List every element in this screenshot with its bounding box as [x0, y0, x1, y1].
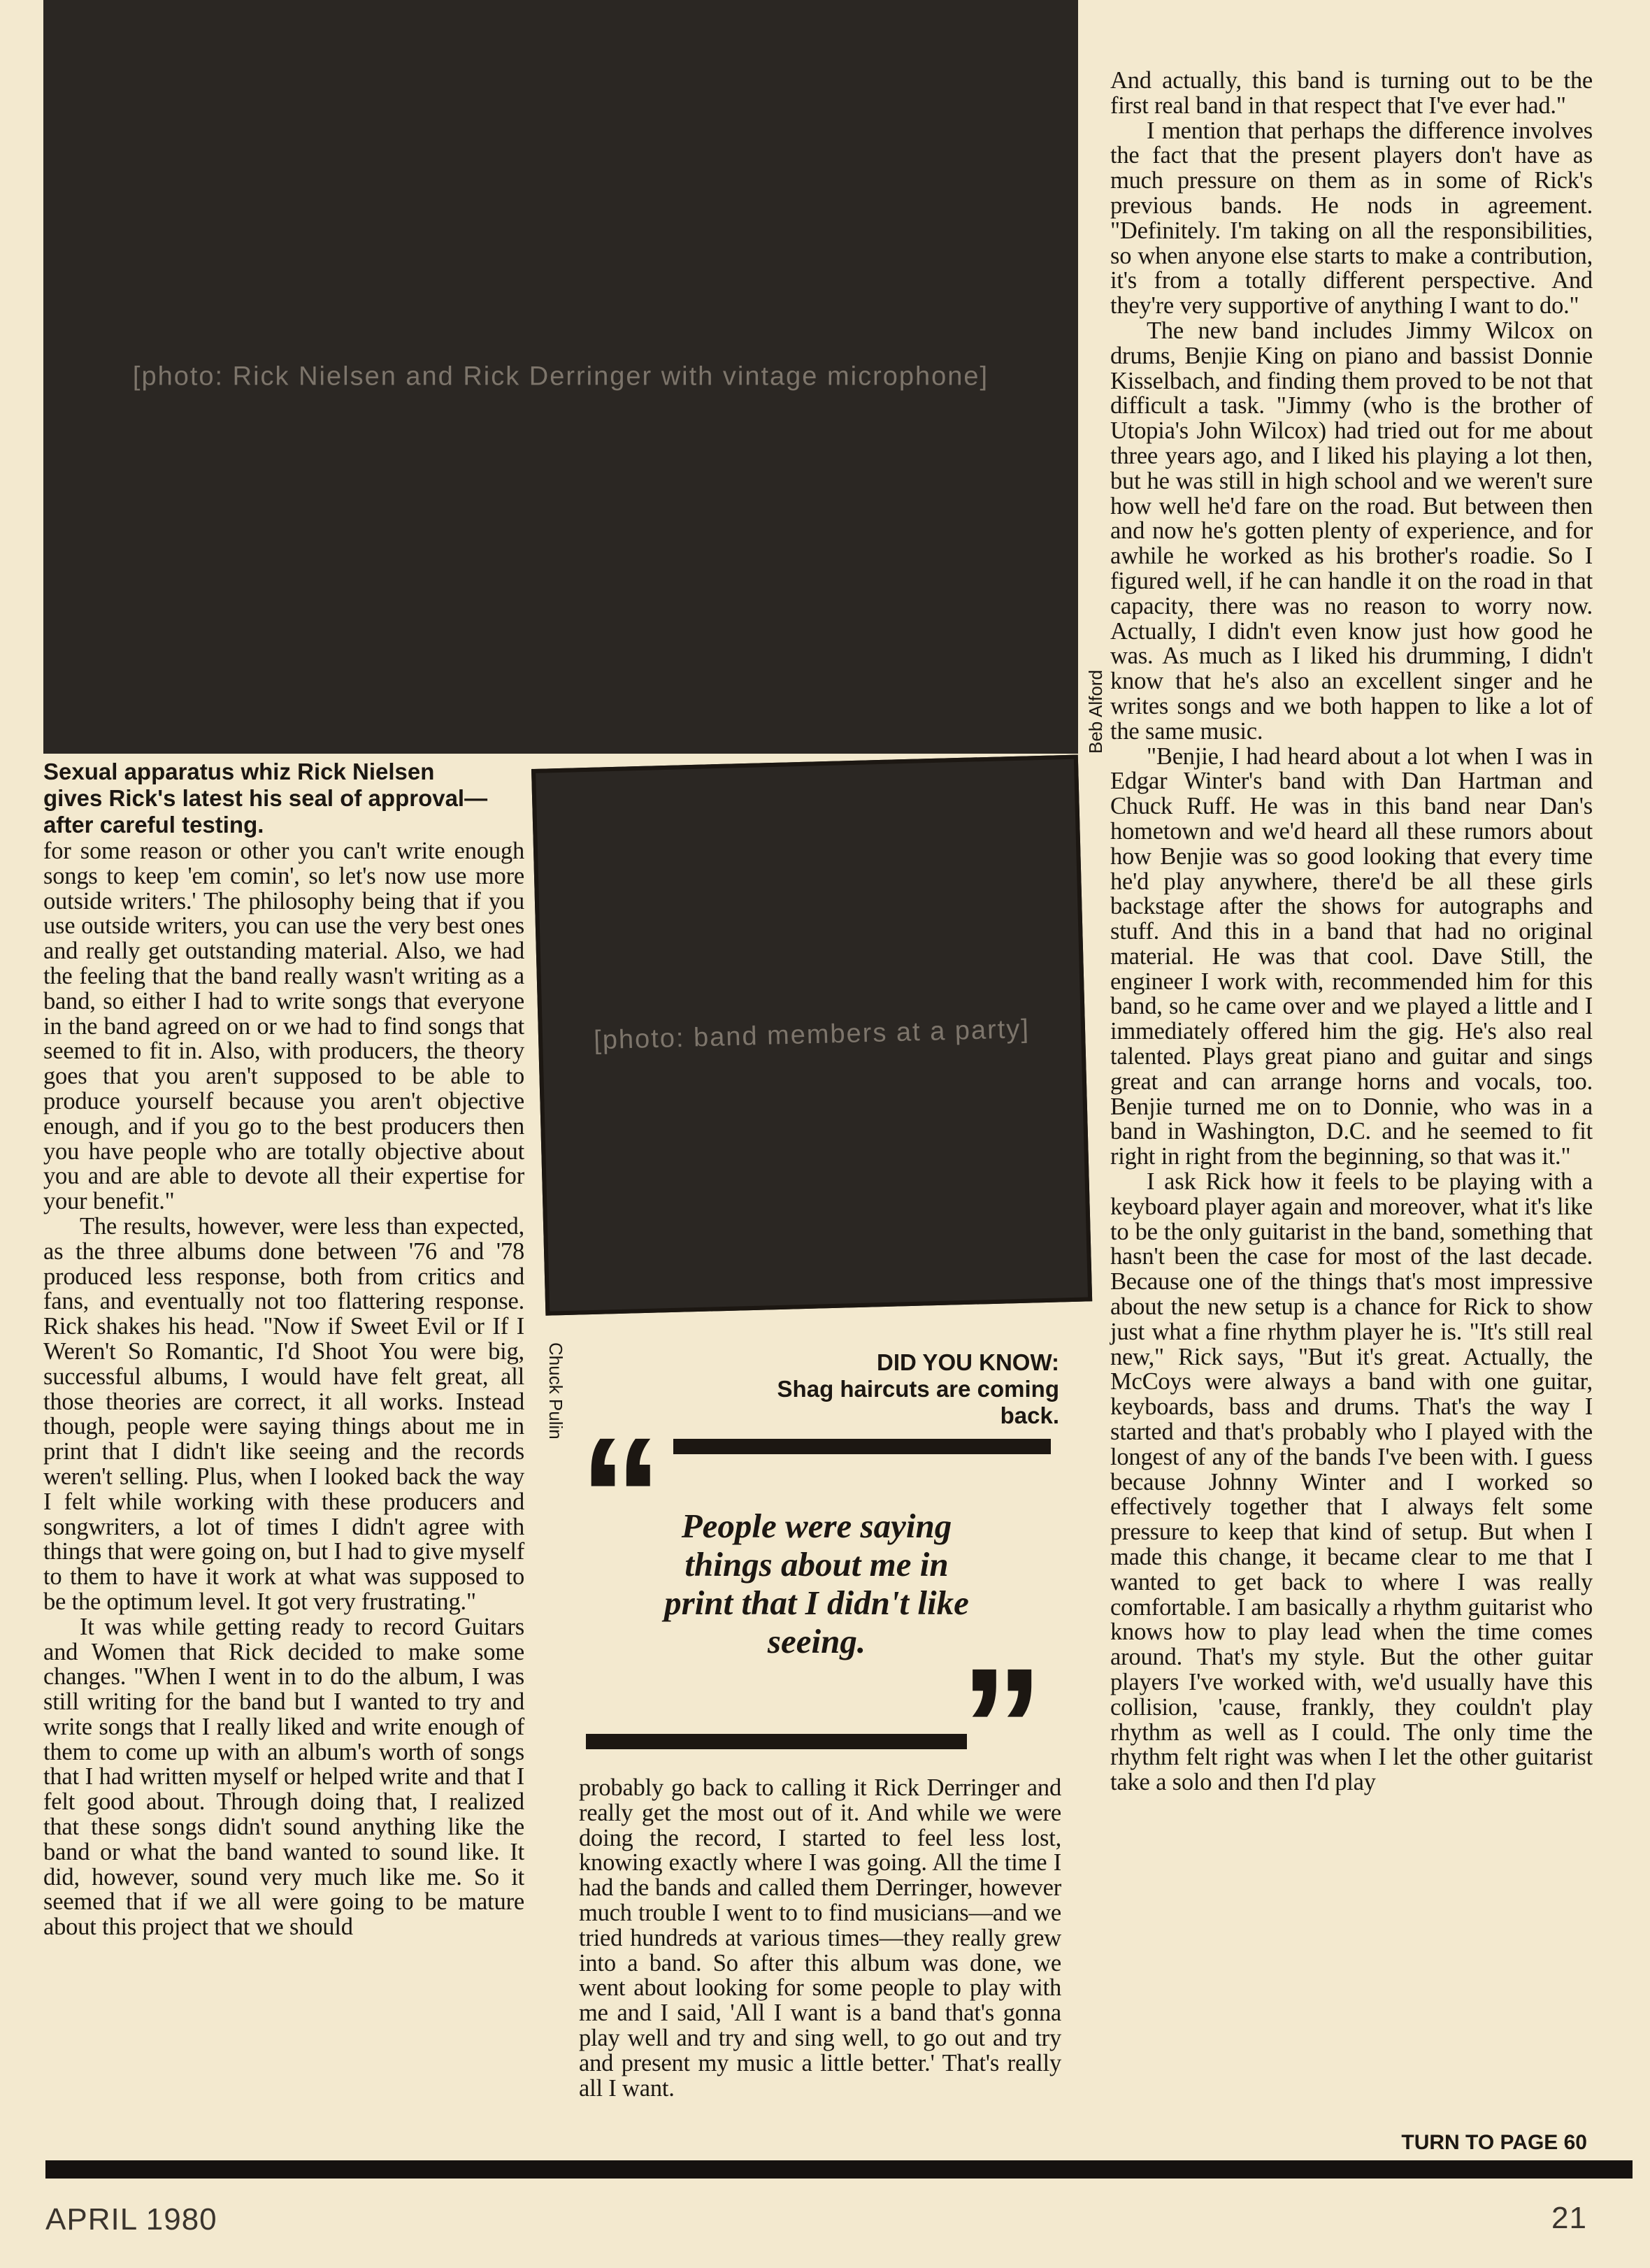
middle-photo-caption — [755, 1349, 1059, 1429]
column-3-para: I mention that perhaps the difference involves the fact that the present players don't have as much pressure on them as in some of Rick's previous bands. He nods in agreement. "Definitely. I'm taking on all the responsibilities, so when anyone else starts to make a contribution, it's from a totally different perspective. And they're very supportive of anything I want to do." — [1110, 117, 1593, 320]
column-2 — [579, 1776, 1061, 2101]
middle-photo-label: [photo: band members at a party] — [593, 1014, 1031, 1056]
middle-caption-line2: Shag haircuts are coming back. — [777, 1376, 1059, 1428]
column-3-para: I ask Rick how it feels to be playing with a keyboard player again and moreover, what it's like to be the only guitarist in the band, something that hasn't been the case for most of the last decade. Because one of the things that's most impressive about the new setup is a chance for Rick to show just what a fine rhythm player he is. "It's still real new," Rick says, "But it's great. Actually, the McCoys were always a band with one guitar, keyboards, bass and drums. That's the way I started and that's probably who I played with the longest of any of the bands I've been with. I guess because Johnny Winter and I worked so effectively together that I always felt some pressure to keep that kind of setup. But when I made this change, it became clear to me that I wanted to get back to where I was really comfortable. I am basically a rhythm guitarist who knows how to play lead when the time comes around. That's my style. But the other guitar players I've worked with, we'd usually have this collision, 'cause, frankly, they couldn't play rhythm as well as I could. The only time the rhythm felt right was when I let the other guitarist take a solo and then I'd play — [1110, 1168, 1593, 1796]
column-1-para: It was while getting ready to record Guitars and Women that Rick decided to make some changes. "When I went in to do the album, I was still writing for the band but I wanted to try and write songs that I really liked and write enough of them to come up with an album's worth of songs that I had written myself or helped write and that I felt good about. Through doing that, I realized that these songs didn't sound anything like the band or what the band wanted to sound like. It did, however, sound very much like me. So it seemed that if we all were going to be mature about this project that we should — [43, 1613, 524, 1941]
top-photo-credit: Beb Alford — [1085, 670, 1106, 754]
page-number: 21 — [1551, 2201, 1587, 2235]
column-1-para: for some reason or other you can't write enough songs to keep 'em comin', so let's now use more outside writers.' The philosophy being that if you use outside writers, you can use the very best ones and really get outstanding material. Also, we had the feeling that the band really wasn't writing as a band, so either I had to write songs that everyone in the band agreed on or we had to find songs that seemed to fit in. Also, with producers, the theory goes that you aren't supposed to be able to produce yourself because you aren't objective enough, and if you go to the best producers then you have people who are totally objective about you and are able to devote all their expertise for your benefit." — [43, 838, 524, 1215]
pull-quote-text: People were saying things about me in print that I didn't like seeing. — [664, 1507, 969, 1660]
middle-photo-credit: Chuck Pulin — [545, 1342, 566, 1440]
top-photo-label: [photo: Rick Nielsen and Rick Derringer with vintage microphone] — [132, 361, 989, 392]
middle-caption-line1: DID YOU KNOW: — [877, 1349, 1059, 1375]
open-quote-mark: “ — [579, 1402, 663, 1590]
column-3-para: "Benjie, I had heard about a lot when I was in Edgar Winter's band with Dan Hartman and Chuck Ruff. He was in this band near Dan's hometown and we'd heard all these rumors about how Benjie was so good looking that every time he'd play anywhere, there'd be all these girls backstage after the shows for autographs and stuff. And this in a band that had no original material. He was that cool. Dave Still, the engineer I work with, recommended him for this band, so he came over and we played a little and I immediately offered him the gig. He's also real talented. Plays great piano and guitar and sings great and can arrange horns and vocals, too. Benjie turned me on to Donnie, who was in a band in Washington, D.C. and he seemed to fit right in right from the beginning, so that was it." — [1110, 742, 1593, 1170]
column-3-para: And actually, this band is turning out to be the first real band in that respect that I've ever had." — [1110, 67, 1593, 119]
column-3-para: The new band includes Jimmy Wilcox on drums, Benjie King on piano and bassist Donnie Kisselbach, and finding them proved to be not that difficult a task. "Jimmy (who is the brother of Utopia's John Wilcox) had tried out for me about three years ago, and I liked his playing a lot then, but he was still in high school and we weren't sure how well he'd fare on the road. But between then and now he's gotten plenty of experience, and for awhile he worked as his brother's roadie. So I figured well, if he can handle it on the road in that capacity, there was no reason to worry now. Actually, I didn't even know just how good he was. As much as I liked his drumming, I didn't know that he's also an excellent singer and he writes songs and we both happen to like a lot of the same music. — [1110, 317, 1593, 745]
middle-photo — [531, 755, 1092, 1316]
column-3 — [1110, 69, 1593, 1795]
column-2-para: probably go back to calling it Rick Derringer and really get the most out of it. And while we were doing the record, I started to feel less lost, knowing exactly where I was going. All the time I had the bands and called them Derringer, however much trouble I went to to find musicians—and we tried hundreds at various times—they really grew into a band. So after this album was done, we went about looking for some people to play with me and I said, 'All I want is a band that's gonna play well and try and sing well, to go out and try and present my music a little better.' That's really all I want. — [579, 1774, 1061, 2102]
column-1 — [43, 839, 524, 1940]
top-photo-caption: Sexual apparatus whiz Rick Nielsen gives Rick's latest his seal of approval—after careful testing. — [43, 759, 488, 838]
column-1-para: The results, however, were less than expected, as the three albums done between '76 and '78 produced less response, both from critics and fans, and eventually not too flattering response. Rick shakes his head. "Now if Sweet Evil or If I Weren't So Romantic, I'd Shoot You were big, successful albums, I would have felt great, all those theories are correct, it all works. Instead though, people were saying things about me in print that I didn't like seeing and the records weren't selling. Plus, when I looked back the way I felt while working with these producers and songwriters, a lot of times I didn't agree with things that were going on, but I had to give myself to them to have it work at what was supposed to be the optimum level. It got very frustrating." — [43, 1212, 524, 1615]
issue-date: APRIL 1980 — [45, 2202, 217, 2237]
top-photo — [43, 0, 1078, 754]
pull-quote-bottom-rule — [586, 1734, 967, 1749]
turn-to-page: TURN TO PAGE 60 — [1401, 2131, 1587, 2154]
pull-quote-top-rule — [673, 1439, 1051, 1454]
close-quote-mark: ” — [960, 1633, 1044, 1821]
footer-rule — [45, 2160, 1633, 2179]
